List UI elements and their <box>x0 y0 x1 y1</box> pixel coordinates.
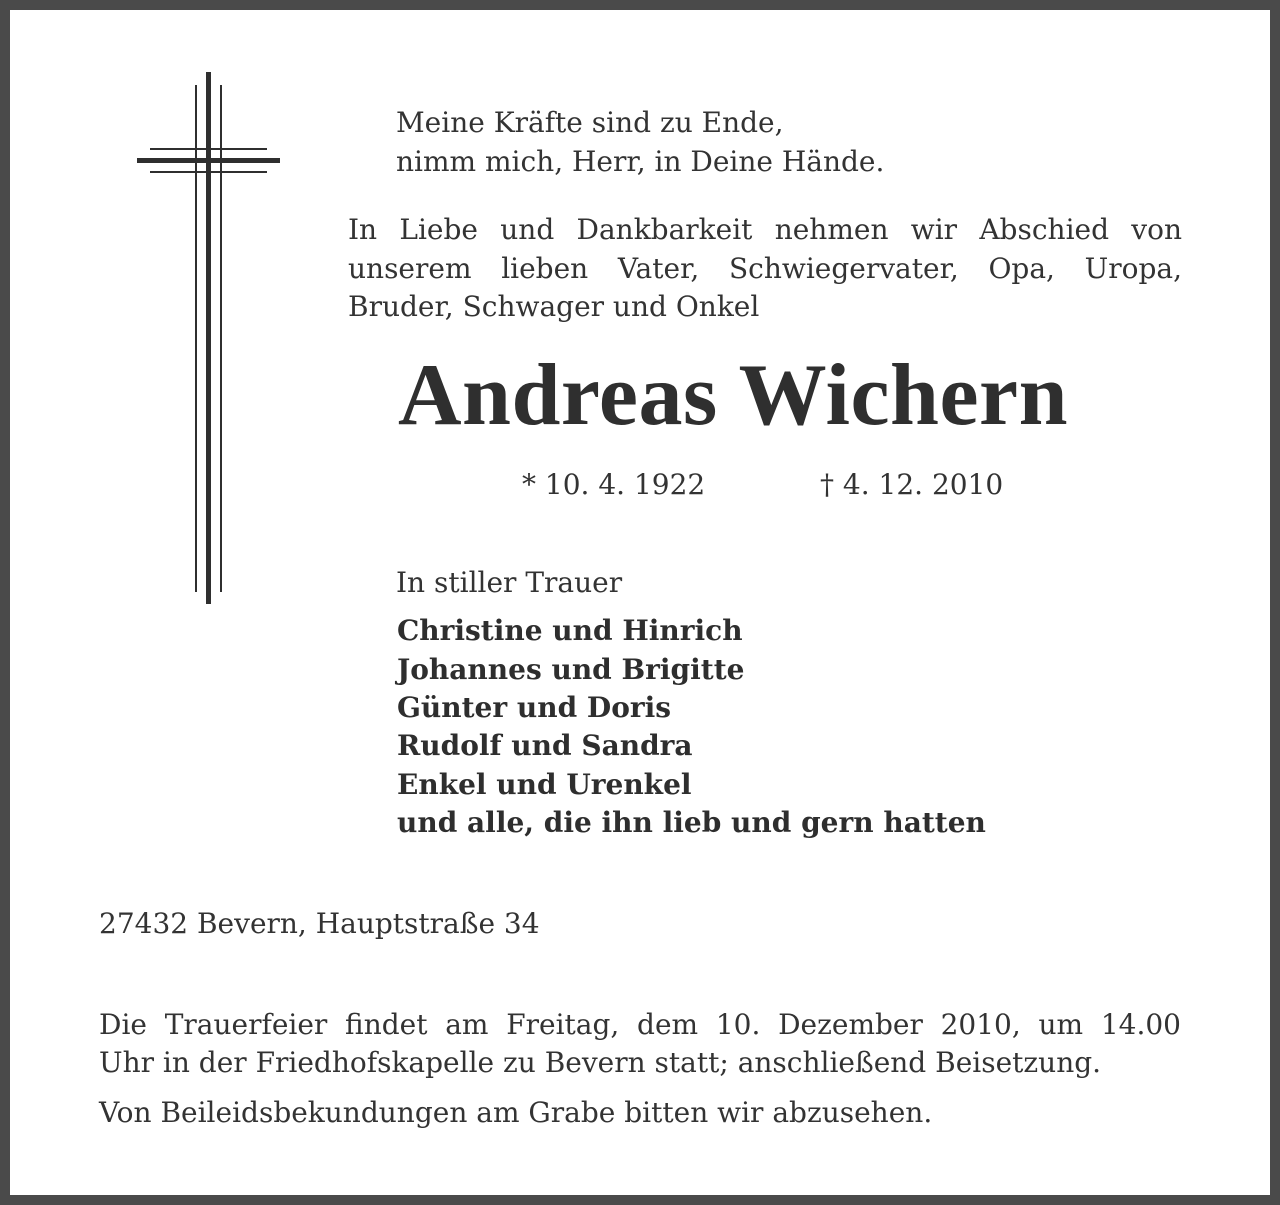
death-date: † 4. 12. 2010 <box>820 468 1004 501</box>
verse-line-1: Meine Kräfte sind zu Ende, <box>396 106 784 139</box>
verse-line-2: nimm mich, Herr, in Deine Hände. <box>396 145 885 178</box>
mourner-name: Johannes und Brigitte <box>397 653 745 686</box>
mourners-heading: In stiller Trauer <box>396 566 623 599</box>
mourner-name: Christine und Hinrich <box>397 614 743 647</box>
condolence-note: Von Beileidsbekundungen am Grabe bitten wir abzusehen. <box>99 1096 933 1129</box>
birth-date: * 10. 4. 1922 <box>522 468 706 501</box>
intro-line-1: In Liebe und Dankbarkeit nehmen wir Abschied von <box>348 213 1182 246</box>
funeral-info-line-2: Uhr in der Friedhofskapelle zu Bevern statt; anschließend Beisetzung. <box>99 1046 1102 1079</box>
mourner-name: Günter und Doris <box>397 691 672 724</box>
mourner-name: Enkel und Urenkel <box>397 768 692 801</box>
address: 27432 Bevern, Hauptstraße 34 <box>99 907 540 940</box>
deceased-name: Andreas Wichern <box>398 347 1069 444</box>
intro-line-3: Bruder, Schwager und Onkel <box>348 290 760 323</box>
funeral-info-line-1: Die Trauerfeier findet am Freitag, dem 10. Dezember 2010, um 14.00 <box>99 1008 1181 1041</box>
mourner-name: Rudolf und Sandra <box>397 729 693 762</box>
cross-icon <box>0 0 300 620</box>
mourner-name: und alle, die ihn lieb und gern hatten <box>397 806 986 839</box>
intro-line-2: unserem lieben Vater, Schwiegervater, Opa, Uropa, <box>348 252 1182 285</box>
